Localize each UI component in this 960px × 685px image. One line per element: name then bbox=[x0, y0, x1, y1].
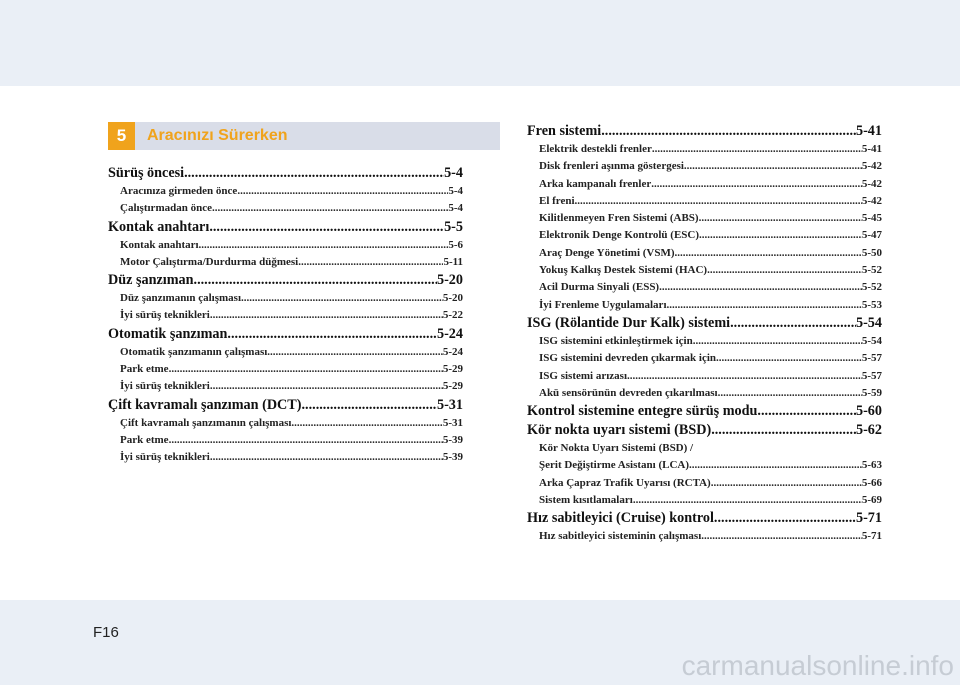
toc-entry-page: 5-39 bbox=[442, 451, 463, 464]
toc-entry-page: 5-60 bbox=[855, 403, 882, 420]
toc-entry-title: Kontak anahtarı bbox=[120, 238, 199, 251]
toc-subsection-entry[interactable] bbox=[527, 528, 882, 545]
toc-entry-title: Park etme bbox=[120, 433, 169, 446]
toc-subsection-entry[interactable] bbox=[108, 344, 463, 361]
chapter-title: Aracınızı Sürerken bbox=[147, 127, 288, 144]
toc-entry-title: Şerit Değiştirme Asistanı (LCA) bbox=[539, 459, 690, 472]
toc-entry-page: 5-42 bbox=[861, 194, 882, 207]
toc-entry-title: Kontrol sistemine entegre sürüş modu bbox=[527, 403, 758, 420]
toc-entry-page: 5-42 bbox=[861, 160, 882, 173]
toc-dot-leader bbox=[716, 350, 862, 367]
toc-entry-title: Hız sabitleyici (Cruise) kontrol bbox=[527, 510, 714, 527]
toc-dot-leader bbox=[267, 344, 443, 361]
toc-dot-leader bbox=[169, 361, 443, 378]
toc-subsection-entry[interactable] bbox=[108, 290, 463, 307]
watermark: carmanualsonline.info bbox=[681, 650, 954, 681]
toc-subsection-entry[interactable] bbox=[527, 245, 882, 262]
toc-entry-title: Çalıştırmadan önce bbox=[120, 202, 212, 215]
toc-subsection-entry[interactable] bbox=[527, 176, 882, 193]
toc-left-column bbox=[108, 164, 463, 467]
toc-entry-title: Elektrik destekli frenler bbox=[539, 143, 652, 155]
toc-entry-title: Düz şanzıman bbox=[108, 272, 194, 289]
toc-dot-leader bbox=[210, 449, 443, 466]
toc-dot-leader bbox=[701, 528, 862, 545]
toc-dot-leader bbox=[711, 475, 862, 492]
top-margin bbox=[0, 0, 960, 86]
toc-entry-title: Kontak anahtarı bbox=[108, 218, 210, 235]
toc-subsection-entry[interactable] bbox=[527, 227, 882, 244]
toc-subsection-entry[interactable] bbox=[108, 415, 463, 432]
toc-subsection-entry[interactable] bbox=[527, 368, 882, 385]
toc-entry-title: ISG sistemi arızası bbox=[539, 369, 627, 382]
toc-dot-leader bbox=[757, 402, 856, 421]
toc-dot-leader bbox=[633, 492, 862, 509]
page-number: F16 bbox=[93, 624, 119, 641]
toc-entry-page: 5-41 bbox=[855, 123, 882, 139]
toc-subsection-entry[interactable] bbox=[527, 141, 882, 158]
toc-section-entry[interactable] bbox=[527, 402, 882, 421]
toc-dot-leader bbox=[652, 141, 862, 158]
toc-entry-page: 5-53 bbox=[861, 298, 882, 311]
toc-dot-leader bbox=[227, 325, 437, 344]
toc-dot-leader bbox=[651, 176, 862, 193]
toc-dot-leader bbox=[659, 279, 862, 296]
toc-entry-page: 5-71 bbox=[855, 510, 882, 527]
toc-entry-continuation[interactable]: Kör Nokta Uyarı Sistemi (BSD) / bbox=[539, 442, 694, 455]
toc-entry-page: 5-59 bbox=[861, 386, 882, 399]
toc-subsection-entry[interactable] bbox=[108, 254, 463, 271]
toc-entry-title: Acil Durma Sinyali (ESS) bbox=[539, 281, 660, 294]
toc-entry-title: Arka Çapraz Trafik Uyarısı (RCTA) bbox=[539, 476, 711, 489]
toc-entry-page: 5-66 bbox=[861, 476, 882, 489]
toc-entry-title: ISG sistemini devreden çıkarmak için bbox=[539, 352, 717, 365]
toc-subsection-entry[interactable] bbox=[108, 183, 463, 200]
chapter-header bbox=[108, 122, 500, 150]
toc-entry-page: 5-29 bbox=[442, 380, 463, 393]
toc-entry-page: 5-71 bbox=[861, 530, 882, 543]
toc-entry-page: 5-5 bbox=[444, 218, 463, 235]
toc-subsection-entry[interactable] bbox=[527, 158, 882, 175]
toc-entry-title: El freni bbox=[539, 194, 575, 207]
toc-dot-leader bbox=[210, 378, 443, 395]
toc-dot-leader bbox=[575, 193, 862, 210]
toc-dot-leader bbox=[714, 509, 856, 528]
toc-entry-title: Yokuş Kalkış Destek Sistemi (HAC) bbox=[539, 264, 708, 277]
toc-entry-page: 5-54 bbox=[861, 334, 882, 347]
toc-entry-page: 5-57 bbox=[861, 352, 882, 365]
toc-entry-title: Çift kavramalı şanzımanın çalışması bbox=[120, 416, 292, 429]
toc-entry-page: 5-52 bbox=[861, 264, 882, 277]
toc-subsection-entry[interactable] bbox=[108, 361, 463, 378]
toc-dot-leader bbox=[675, 245, 862, 262]
toc-entry-title: Düz şanzımanın çalışması bbox=[120, 292, 242, 305]
toc-entry-page: 5-62 bbox=[855, 422, 882, 439]
toc-entry-page: 5-41 bbox=[861, 143, 882, 155]
toc-section-entry[interactable] bbox=[527, 421, 882, 440]
toc-subsection-entry[interactable] bbox=[108, 200, 463, 217]
toc-entry-page: 5-42 bbox=[861, 177, 882, 190]
toc-entry-title: Çift kavramalı şanzıman (DCT) bbox=[108, 396, 302, 413]
toc-subsection-entry[interactable] bbox=[527, 475, 882, 492]
toc-dot-leader bbox=[684, 158, 862, 175]
toc-entry-title: İyi sürüş teknikleri bbox=[120, 451, 210, 464]
toc-dot-leader bbox=[237, 183, 448, 200]
toc-entry-title: Hız sabitleyici sisteminin çalışması bbox=[539, 530, 702, 543]
toc-entry-page: 5-6 bbox=[448, 238, 463, 251]
toc-entry-page: 5-47 bbox=[861, 229, 882, 242]
toc-subsection-entry[interactable] bbox=[527, 279, 882, 296]
toc-dot-leader bbox=[184, 164, 444, 183]
toc-entry-page: 5-54 bbox=[855, 314, 882, 331]
toc-section-entry[interactable] bbox=[527, 509, 882, 528]
toc-dot-leader bbox=[693, 333, 862, 350]
toc-entry-title: İyi Frenleme Uygulamaları bbox=[539, 298, 667, 311]
toc-dot-leader bbox=[169, 432, 443, 449]
toc-entry-page: 5-4 bbox=[444, 165, 463, 181]
toc-dot-leader bbox=[689, 457, 862, 474]
toc-entry-page: 5-24 bbox=[442, 345, 463, 358]
toc-dot-leader bbox=[667, 297, 862, 314]
toc-entry-page: 5-22 bbox=[442, 309, 463, 322]
toc-subsection-entry[interactable] bbox=[527, 385, 882, 402]
toc-entry-title: İyi sürüş teknikleri bbox=[120, 380, 210, 393]
toc-right-column bbox=[527, 122, 882, 546]
chapter-number-badge: 5 bbox=[108, 122, 135, 150]
toc-entry-title: Arka kampanalı frenler bbox=[539, 177, 652, 190]
toc-section-entry[interactable] bbox=[527, 314, 882, 333]
toc-dot-leader bbox=[199, 237, 449, 254]
toc-subsection-entry[interactable] bbox=[108, 307, 463, 324]
toc-entry-page: 5-50 bbox=[861, 246, 882, 259]
toc-entry-page: 5-4 bbox=[448, 185, 463, 197]
toc-entry-title: Disk frenleri aşınma göstergesi bbox=[539, 160, 684, 173]
toc-entry-page: 5-20 bbox=[436, 272, 463, 289]
toc-entry-title: Kör nokta uyarı sistemi (BSD) bbox=[527, 422, 712, 439]
toc-entry-page: 5-11 bbox=[443, 255, 463, 268]
toc-entry-page: 5-63 bbox=[861, 459, 882, 472]
toc-entry-page: 5-39 bbox=[442, 433, 463, 446]
toc-entry-page: 5-57 bbox=[861, 369, 882, 382]
toc-dot-leader bbox=[699, 210, 862, 227]
toc-entry-title: Otomatik şanzıman bbox=[108, 325, 228, 342]
toc-dot-leader bbox=[298, 254, 443, 271]
toc-section-entry[interactable] bbox=[108, 164, 463, 183]
toc-entry-page: 5-31 bbox=[436, 396, 463, 413]
toc-dot-leader bbox=[291, 415, 442, 432]
toc-subsection-entry[interactable] bbox=[527, 210, 882, 227]
toc-entry-page: 5-69 bbox=[861, 494, 882, 507]
toc-entry-title: Sistem kısıtlamaları bbox=[539, 494, 633, 507]
toc-entry-title: Aracınıza girmeden önce bbox=[120, 185, 238, 197]
toc-dot-leader bbox=[194, 271, 437, 290]
toc-entry-page: 5-24 bbox=[436, 325, 463, 342]
toc-entry-title: Araç Denge Yönetimi (VSM) bbox=[539, 246, 675, 259]
toc-section-entry[interactable] bbox=[108, 218, 463, 237]
toc-entry-title: Otomatik şanzımanın çalışması bbox=[120, 345, 268, 358]
toc-dot-leader bbox=[730, 314, 856, 333]
toc-entry-page: 5-29 bbox=[442, 363, 463, 376]
toc-subsection-entry[interactable] bbox=[108, 449, 463, 466]
toc-dot-leader bbox=[707, 262, 862, 279]
toc-subsection-entry[interactable] bbox=[108, 432, 463, 449]
toc-subsection-entry[interactable] bbox=[527, 333, 882, 350]
toc-dot-leader bbox=[210, 307, 443, 324]
toc-dot-leader bbox=[711, 421, 856, 440]
toc-section-entry[interactable] bbox=[108, 396, 463, 415]
toc-subsection-entry[interactable] bbox=[527, 350, 882, 367]
toc-dot-leader bbox=[718, 385, 862, 402]
toc-entry-title: İyi sürüş teknikleri bbox=[120, 309, 210, 322]
toc-subsection-entry[interactable] bbox=[108, 237, 463, 254]
toc-section-entry[interactable] bbox=[527, 122, 882, 141]
toc-entry-title: Park etme bbox=[120, 363, 169, 376]
toc-entry-title: ISG sistemini etkinleştirmek için bbox=[539, 334, 693, 347]
toc-subsection-entry[interactable] bbox=[108, 378, 463, 395]
toc-subsection-entry[interactable] bbox=[527, 262, 882, 279]
toc-entry-page: 5-45 bbox=[861, 212, 882, 225]
toc-subsection-entry[interactable] bbox=[527, 457, 882, 474]
toc-subsection-entry[interactable] bbox=[527, 193, 882, 210]
toc-section-entry[interactable] bbox=[108, 325, 463, 344]
toc-entry-page: 5-31 bbox=[442, 416, 463, 429]
toc-entry-title: ISG (Rölantide Dur Kalk) sistemi bbox=[527, 314, 731, 331]
toc-subsection-entry[interactable] bbox=[527, 297, 882, 314]
toc-dot-leader bbox=[627, 368, 862, 385]
toc-entry-title: Kilitlenmeyen Fren Sistemi (ABS) bbox=[539, 212, 699, 225]
toc-entry-page: 5-4 bbox=[448, 202, 463, 215]
toc-entry-title: Elektronik Denge Kontrolü (ESC) bbox=[539, 229, 700, 242]
toc-entry-title: Sürüş öncesi bbox=[108, 165, 185, 181]
toc-entry-page: 5-52 bbox=[861, 281, 882, 294]
toc-dot-leader bbox=[699, 227, 862, 244]
toc-dot-leader bbox=[209, 218, 444, 237]
toc-dot-leader bbox=[241, 290, 443, 307]
toc-subsection-entry[interactable] bbox=[527, 492, 882, 509]
toc-entry-title: Motor Çalıştırma/Durdurma düğmesi bbox=[120, 255, 299, 268]
toc-section-entry[interactable] bbox=[108, 271, 463, 290]
toc-entry-page: 5-20 bbox=[442, 292, 463, 305]
toc-dot-leader bbox=[601, 122, 856, 141]
toc-entry-title: Akü sensörünün devreden çıkarılması bbox=[539, 386, 718, 399]
toc-entry-title: Fren sistemi bbox=[527, 123, 602, 139]
toc-dot-leader bbox=[212, 200, 448, 217]
toc-dot-leader bbox=[302, 396, 437, 415]
